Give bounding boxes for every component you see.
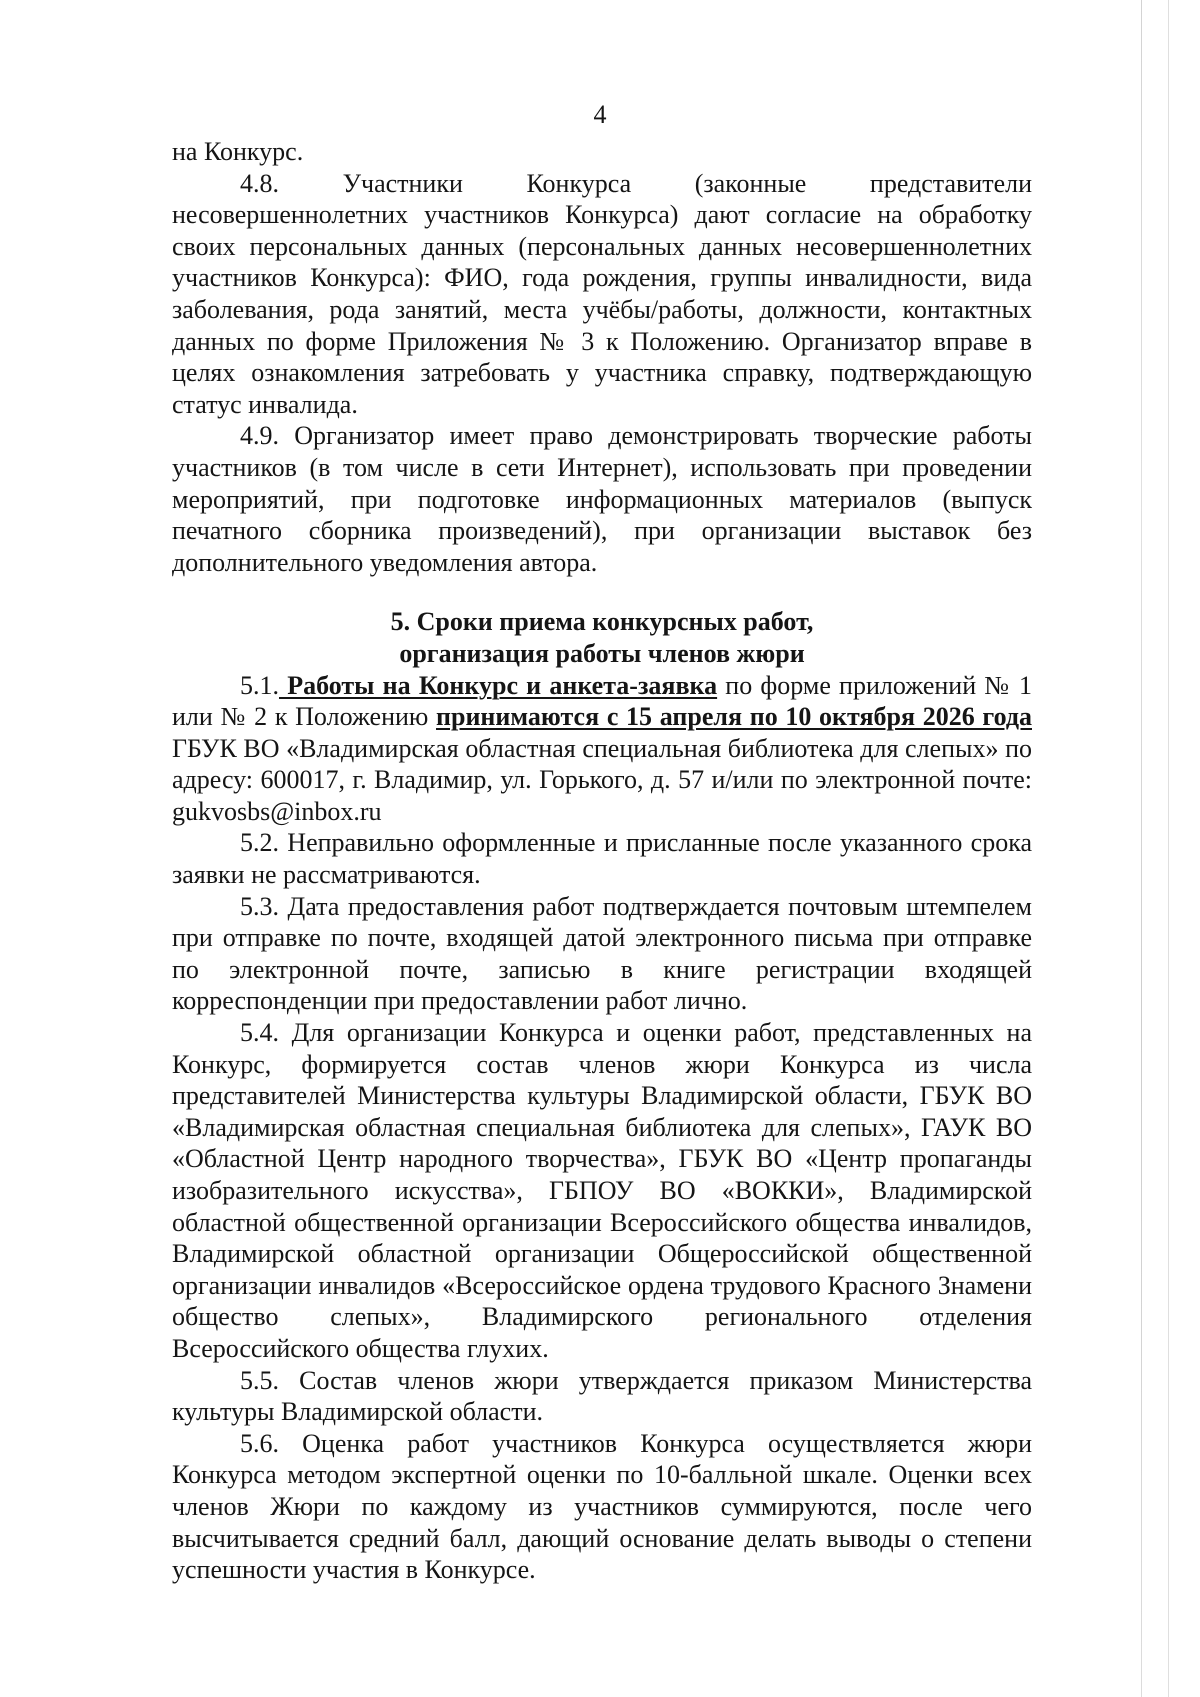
scan-artifact-line [1141,0,1142,1697]
paragraph-5-3: 5.3. Дата предоставления работ подтверждается почтовым штемпелем при отправке по почте, входящей датой электронного письма при отправке по электронной почте, записью в книге регистрации входящей корреспонденции при предоставлении работ лично. [172,891,1032,1016]
paragraph-5-1-text-forms: по форме приложений № 1 или № 2 к Положению [172,670,1033,732]
section-heading-line-2: организация работы членов жюри [399,638,805,668]
paragraph-5-2: 5.2. Неправильно оформленные и присланные после указанного срока заявки не рассматриваются. [172,828,1032,890]
page-number: 4 [593,100,607,129]
document-body [172,136,1032,1586]
paragraph-5-5: 5.5. Состав членов жюри утверждается приказом Министерства культуры Владимирской области. [172,1365,1032,1427]
scan-artifact-line-2 [1168,0,1169,1697]
paragraph-intro: на Конкурс. [172,137,304,166]
section-heading [172,606,1032,669]
paragraph-5-4: 5.4. Для организации Конкурса и оценки работ, представленных на Конкурс, формируется состав членов жюри Конкурса из числа представителей Министерства культуры Владимирской области, ГБУК ВО «Владимирская областная специальная библиотека для слепых», ГАУК ВО «Областной Центр народного творчества», ГБУК ВО «Центр пропаганды изобразительного искусства», ГБПОУ ВО «ВОККИ», Владимирской областной общественной организации Всероссийского общества инвалидов, Владимирской областной организации Общероссийской общественной организации инвалидов «Всероссийское ордена трудового Красного Знамени общество слепых», Владимирского регионального отделения Всероссийского общества глухих. [172,1018,1032,1363]
paragraph-5-6: 5.6. Оценка работ участников Конкурса осуществляется жюри Конкурса методом экспертной оценки по 10-балльной шкале. Оценки всех членов Жюри по каждому из участников суммируются, после чего высчитывается средний балл, дающий основание делать выводы о степени успешности участия в Конкурсе. [172,1428,1032,1585]
paragraph-5-1 [172,670,1032,828]
paragraph-5-1-text-address: ГБУК ВО «Владимирская областная специальная библиотека для слепых» по адресу: 600017, г. Владимир, ул. Горького, д. 57 и/или по электронной почте: gukvosbs@inbox.ru [172,733,1032,826]
paragraph-4-8: 4.8. Участники Конкурса (законные представители несовершеннолетних участников Конкурса) дают согласие на обработку своих персональных данных (персональных данных несовершеннолетних участников Конкурса): ФИО, года рождения, группы инвалидности, вида заболевания, рода занятий, места учёбы/работы, должности, контактных данных по форме Приложения № 3 к Положению. Организатор вправе в целях ознакомления затребовать у участника справку, подтверждающую статус инвалида. [172,168,1032,419]
paragraph-4-9: 4.9. Организатор имеет право демонстрировать творческие работы участников (в том числе в сети Интернет), использовать при проведении мероприятий, при подготовке информационных материалов (выпуск печатного сборника произведений), при организации выставок без дополнительного уведомления автора. [172,421,1032,577]
paragraph-5-1-emphasis-works: Работы на Конкурс и анкета-заявка [279,670,718,700]
section-heading-line-1: 5. Сроки приема конкурсных работ, [390,607,814,637]
paragraph-5-1-emphasis-dates: принимаются с 15 апреля по 10 октября 2026 года [436,702,1032,732]
paragraph-5-1-number: 5.1. [240,670,279,700]
